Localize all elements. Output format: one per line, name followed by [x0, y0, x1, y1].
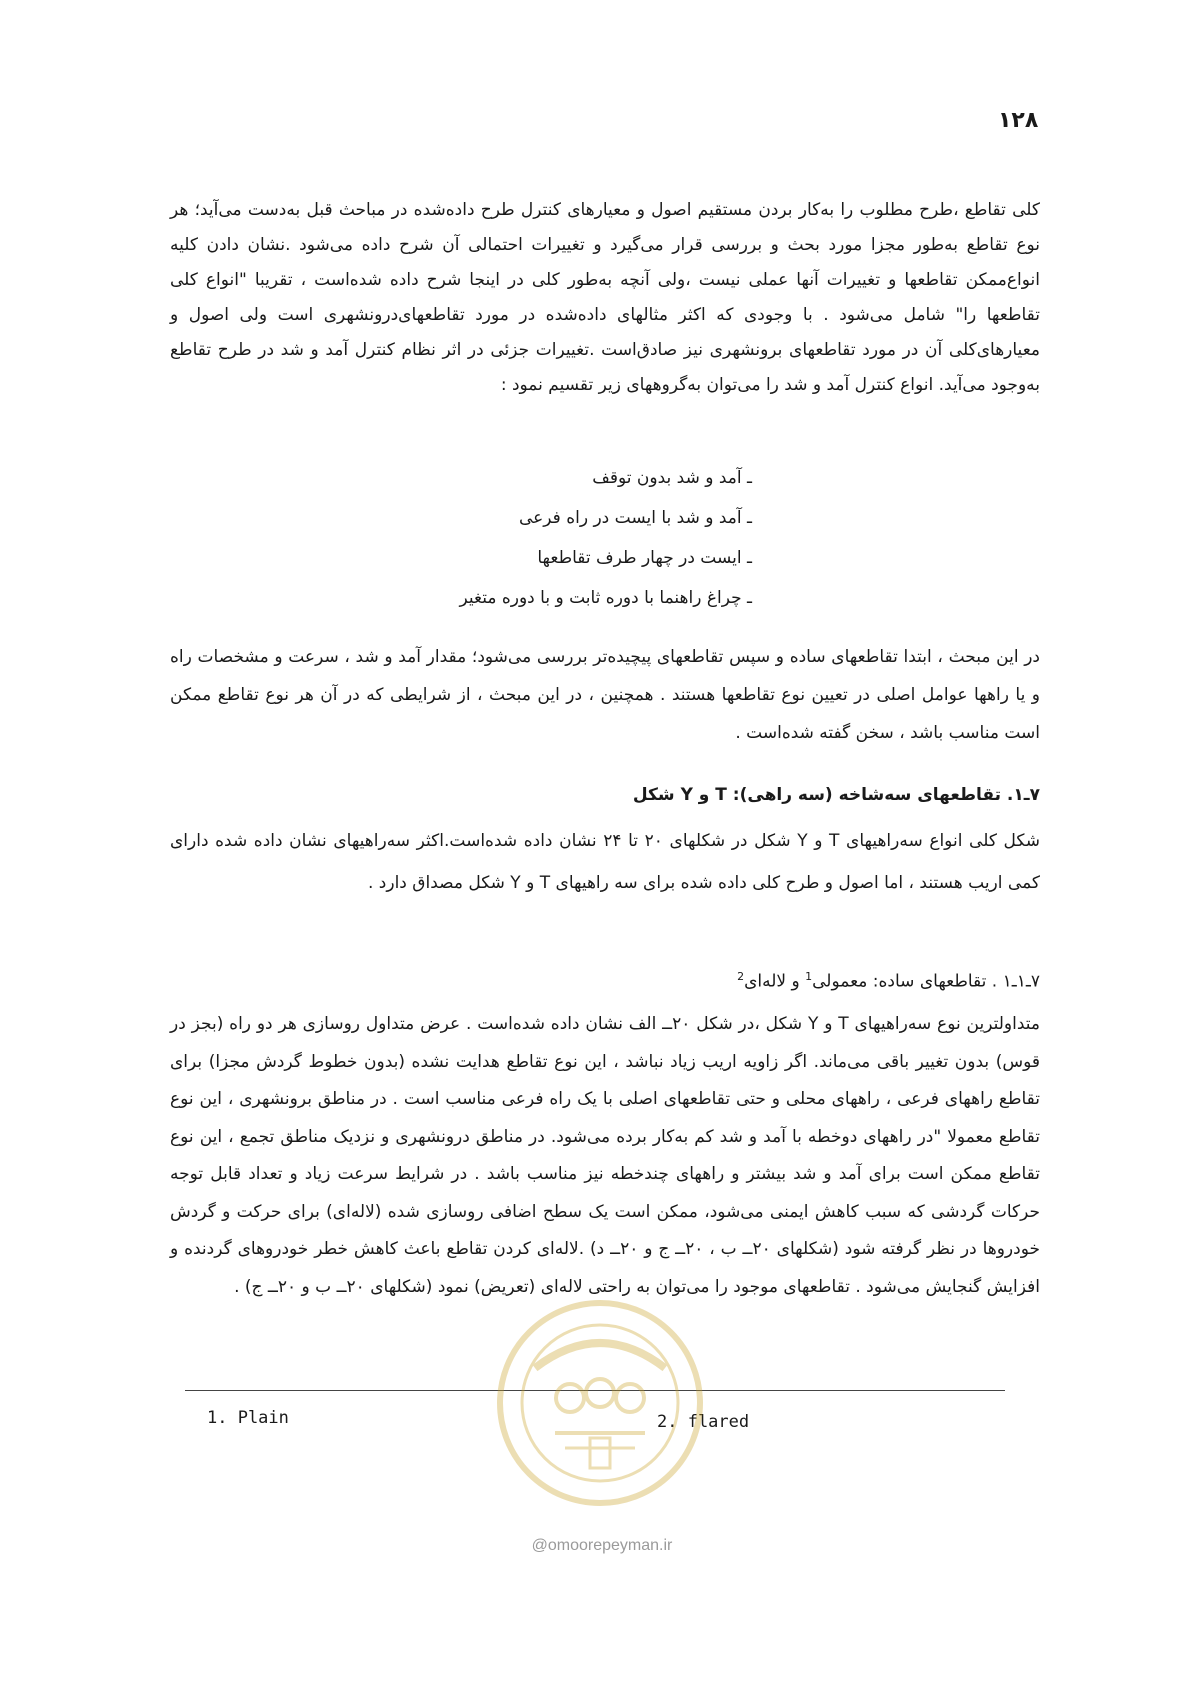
list-item: ـ آمد و شد با ایست در راه فرعی — [518, 508, 752, 528]
list-item: ـ آمد و شد بدون توقف — [592, 468, 752, 488]
seal-watermark-icon — [495, 1298, 705, 1508]
subsection-heading-simple — [170, 970, 1040, 992]
section-heading-three-leg: ۷ـ۱. تقاطعهای سه‌شاخه (سه راهی): T و Y شکل — [632, 785, 1040, 805]
simple-intersection-paragraph: متداولترین نوع سه‌راهیهای T و Y شکل ،در شکل ۲۰ــ الف نشان داده شده‌است . عرض متداول روسازی هر دو راه (بجز در قوس) بدون تغییر باقی می‌ماند. اگر زاویه اریب زیاد نباشد ، این نوع تقاطع هدایت نشده (بدون خطوط گردش مجزا) برای تقاطع راههای فرعی ، راههای محلی و حتی تقاطعهای اصلی با یک راه فرعی مناسب است . در مناطق برونشهری ، این نوع تقاطع معمولا "در راههای دوخطه با آمد و شد کم به‌کار برده می‌شود. در مناطق درونشهری و نزدیک مناطق تجمع ، این نوع تقاطع ممکن است برای آمد و شد بیشتر و راههای چندخطه نیز مناسب باشد . در شرایط سرعت زیاد و تعداد قابل توجه حرکات گردشی که سبب کاهش ایمنی می‌شود، ممکن است یک سطح اضافی روسازی شده (لاله‌ای) برای حرکت و گردش خودروها در نظر گرفته شود (شکلهای ۲۰ــ ب ، ۲۰ــ ج و ۲۰ــ د) .لاله‌ای کردن تقاطع باعث کاهش خطر خودروهای گردنده و افزایش گنجایش می‌شود . تقاطعهای موجود را می‌توان به راحتی لاله‌ای (تعریض) نمود (شکلهای ۲۰ــ ب و ۲۰ــ ج) . — [170, 1014, 1040, 1297]
list-item: ـ ایست در چهار طرف تقاطعها — [537, 548, 752, 568]
footnote-2: 2. flared — [657, 1412, 750, 1432]
scope-paragraph: در این مبحث ، ابتدا تقاطعهای ساده و سپس تقاطعهای پیچیده‌تر بررسی می‌شود؛ مقدار آمد و شد ، سرعت و مشخصات راه و یا راهها عوامل اصلی در تعیین نوع تقاطعها هستند . همچنین ، در این مبحث ، از شرایطی که در آن هر نوع تقاطع ممکن است مناسب باشد ، سخن گفته شده‌است . — [170, 647, 1040, 743]
footnote-1: 1. Plain — [207, 1408, 289, 1428]
page-number: ١٢٨ — [998, 108, 1039, 133]
subsection-heading-text: ۷ـ۱ـ۱ . تقاطعهای ساده: معمولی — [812, 971, 1040, 992]
three-leg-paragraph: شکل کلی انواع سه‌راهیهای T و Y شکل در شکلهای ۲۰ تا ۲۴ نشان داده شده‌است.اکثر سه‌راهیهای نشان داده شده دارای کمی اریب هستند ، اما اصول و طرح کلی داده شده برای سه راهیهای T و Y شکل مصداق دارد . — [170, 831, 1041, 893]
control-types-list — [332, 458, 752, 618]
subsection-heading-text-2: و لاله‌ای — [744, 971, 806, 992]
footnote-ref-2: 2 — [737, 970, 745, 983]
list-item: ـ چراغ راهنما با دوره ثابت و با دوره متغیر — [459, 588, 752, 608]
intro-paragraph: کلی تقاطع ،طرح مطلوب را به‌کار بردن مستقیم اصول و معیارهای کنترل طرح داده‌شده در مباحث قبل به‌دست می‌آید؛ هر نوع تقاطع به‌طور مجزا مورد بحث و بررسی قرار می‌گیرد و تغییرات احتمالی آن شرح داده می‌شود .نشان دادن کلیه انواع‌ممکن تقاطعها و تغییرات آنها عملی نیست ،ولی آنچه به‌طور کلی در اینجا شرح داده شده‌است ، تقریبا "انواع کلی تقاطعها را" شامل می‌شود . با وجودی که اکثر مثالهای داده‌شده در مورد تقاطعهای‌درونشهری است ولی اصول و معیارهای‌کلی آن در مورد تقاطعهای برونشهری نیز صادق‌است .تغییرات جزئی در اثر نظام کنترل آمد و شد در طرح تقاطع به‌وجود می‌آید. انواع کنترل آمد و شد را می‌توان به‌گروههای زیر تقسیم نمود : — [170, 200, 1040, 395]
footnote-ref-1: 1 — [805, 970, 813, 983]
watermark-text: @omoorepeyman.ir — [531, 1537, 673, 1554]
